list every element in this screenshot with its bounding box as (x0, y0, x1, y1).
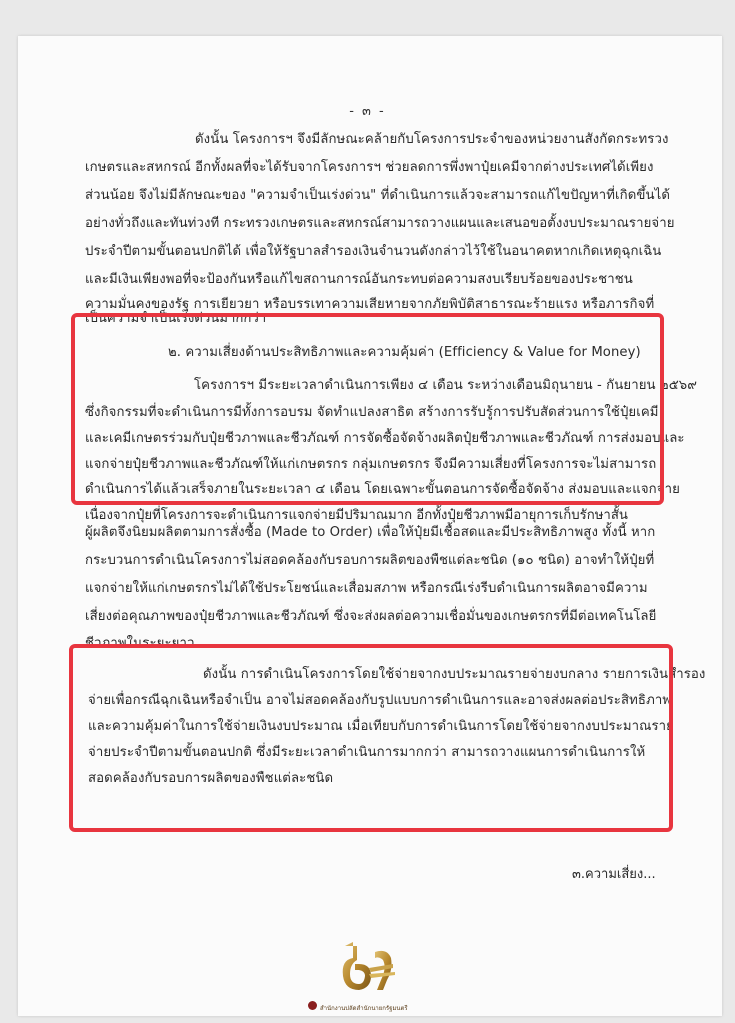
para2-line-5: ดำเนินการได้แล้วเสร็จภายในระยะเวลา ๔ เดือน โดยเฉพาะขั้นตอนการจัดซื้อจัดจ้าง ส่งมอบและแจกจ่าย (85, 482, 680, 497)
para2-line-6-partial (85, 507, 655, 523)
para2-line-6: เนื่องจากปุ๋ยที่โครงการจะดำเนินการแจกจ่ายมีปริมาณมาก อีกทั้งปุ๋ยชีวภาพมีอายุการเก็บรักษาสั้น (85, 508, 628, 523)
anniversary-logo (335, 938, 399, 1002)
para3-line-5: สอดคล้องกับรอบการผลิตของพืชแต่ละชนิด (88, 771, 334, 786)
para1-line-6: และมีเงินเพียงพอที่จะป้องกันหรือแก้ไขสถานการณ์อันกระทบต่อความสงบเรียบร้อยของประชาชน (85, 272, 633, 287)
para1-line-7: ความมั่นคงของรัฐ การเยียวยา หรือบรรเทาความเสียหายจากภัยพิบัติสาธารณะร้ายแรง หรือภารกิจที่ (85, 297, 655, 312)
para3-line-4: จ่ายประจำปีตามขั้นตอนปกติ ซึ่งมีระยะเวลาดำเนินการมากกว่า สามารถวางแผนการดำเนินการให้ (88, 745, 646, 760)
para1-line-2: เกษตรและสหกรณ์ อีกทั้งผลที่จะได้รับจากโครงการฯ ช่วยลดการพึ่งพาปุ๋ยเคมีจากต่างประเทศได้เพียง (85, 160, 654, 175)
para1-line-5: ประจำปีตามขั้นตอนปกติได้ เพื่อให้รัฐบาลสำรองเงินจำนวนดังกล่าวไว้ใช้ในอนาคตหากเกิดเหตุฉุกเฉิน (85, 244, 662, 259)
para3-line-2: จ่ายเพื่อกรณีฉุกเฉินหรือจำเป็น อาจไม่สอดคล้องกับรูปแบบการดำเนินการและอาจส่งผลต่อประสิทธิภาพ (88, 693, 672, 708)
para2-line-8: กระบวนการดำเนินโครงการไม่สอดคล้องกับรอบการผลิตของพืชแต่ละชนิด (๑๐ ชนิด) อาจทำให้ปุ๋ยที่ (85, 553, 655, 568)
para1-line-3: ส่วนน้อย จึงไม่มีลักษณะของ "ความจำเป็นเร่งด่วน" ที่ดำเนินการแล้วจะสามารถแก้ไขปัญหาที่เกิดขึ้นได้ (85, 188, 671, 203)
footer-seal-icon (308, 1001, 317, 1010)
para2-line-1: โครงการฯ มีระยะเวลาดำเนินการเพียง ๔ เดือน ระหว่างเดือนมิถุนายน - กันยายน ๒๕๖๙ (194, 378, 698, 393)
footer-org-name: สำนักงานปลัดสำนักนายกรัฐมนตรี (320, 1005, 408, 1012)
para1-line-4: อย่างทั่วถึงและทันท่วงที กระทรวงเกษตรและสหกรณ์สามารถวางแผนและเสนอขอตั้งงบประมาณรายจ่าย (85, 216, 675, 231)
para2-line-4: แจกจ่ายปุ๋ยชีวภาพและชีวภัณฑ์ให้แก่เกษตรกร กลุ่มเกษตรกร จึงมีความเสี่ยงที่โครงการจะไม่สามารถ (85, 457, 657, 472)
continuation-note: ๓.ความเสี่ยง... (572, 867, 656, 882)
para1-line-8: เป็นความจำเป็นเร่งด่วนมากกว่า (85, 311, 267, 326)
section2-heading: ๒. ความเสี่ยงด้านประสิทธิภาพและความคุ้มค่า (Efficiency & Value for Money) (168, 345, 641, 360)
para2-line-10: เสี่ยงต่อคุณภาพของปุ๋ยชีวภาพและชีวภัณฑ์ ซึ่งจะส่งผลต่อความเชื่อมั่นของเกษตรกรที่มีต่อเทคโนโลยี (85, 609, 657, 624)
para2-line-3: และเคมีเกษตรร่วมกับปุ๋ยชีวภาพและชีวภัณฑ์ การจัดซื้อจัดจ้างผลิตปุ๋ยชีวภาพและชีวภัณฑ์ การส่งมอบและ (85, 431, 685, 446)
para2-line-2: ซึ่งกิจกรรมที่จะดำเนินการมีทั้งการอบรม จัดทำแปลงสาธิต สร้างการรับรู้การปรับสัดส่วนการใช้ปุ๋ยเคมี (85, 405, 659, 420)
para3-line-1: ดังนั้น การดำเนินโครงการโดยใช้จ่ายจากงบประมาณรายจ่ายงบกลาง รายการเงินสำรอง (203, 667, 706, 682)
para3-line-3: และความคุ้มค่าในการใช้จ่ายเงินงบประมาณ เมื่อเทียบกับการดำเนินการโดยใช้จ่ายจากงบประมาณราย (88, 719, 675, 734)
page-number: - ๓ - (349, 104, 386, 119)
para2-line-11: ชีวภาพในระยะยาว (85, 636, 195, 651)
para2-line-9: แจกจ่ายให้แก่เกษตรกรไม่ได้ใช้ประโยชน์และเสื่อมสภาพ หรือกรณีเร่งรีบดำเนินการผลิตอาจมีความ (85, 581, 648, 596)
logo-emblem-icon (335, 938, 399, 1002)
highlight-box-section2 (71, 313, 664, 505)
highlight-box-conclusion (69, 644, 673, 832)
para1-line-1: ดังนั้น โครงการฯ จึงมีลักษณะคล้ายกับโครงการประจำของหน่วยงานสังกัดกระทรวง (195, 132, 669, 147)
para2-line-7: ผู้ผลิตจึงนิยมผลิตตามการสั่งซื้อ (Made to Order) เพื่อให้ปุ๋ยมีเชื้อสดและมีประสิทธิภาพสูง ทั้งนี้ หาก (85, 525, 656, 540)
